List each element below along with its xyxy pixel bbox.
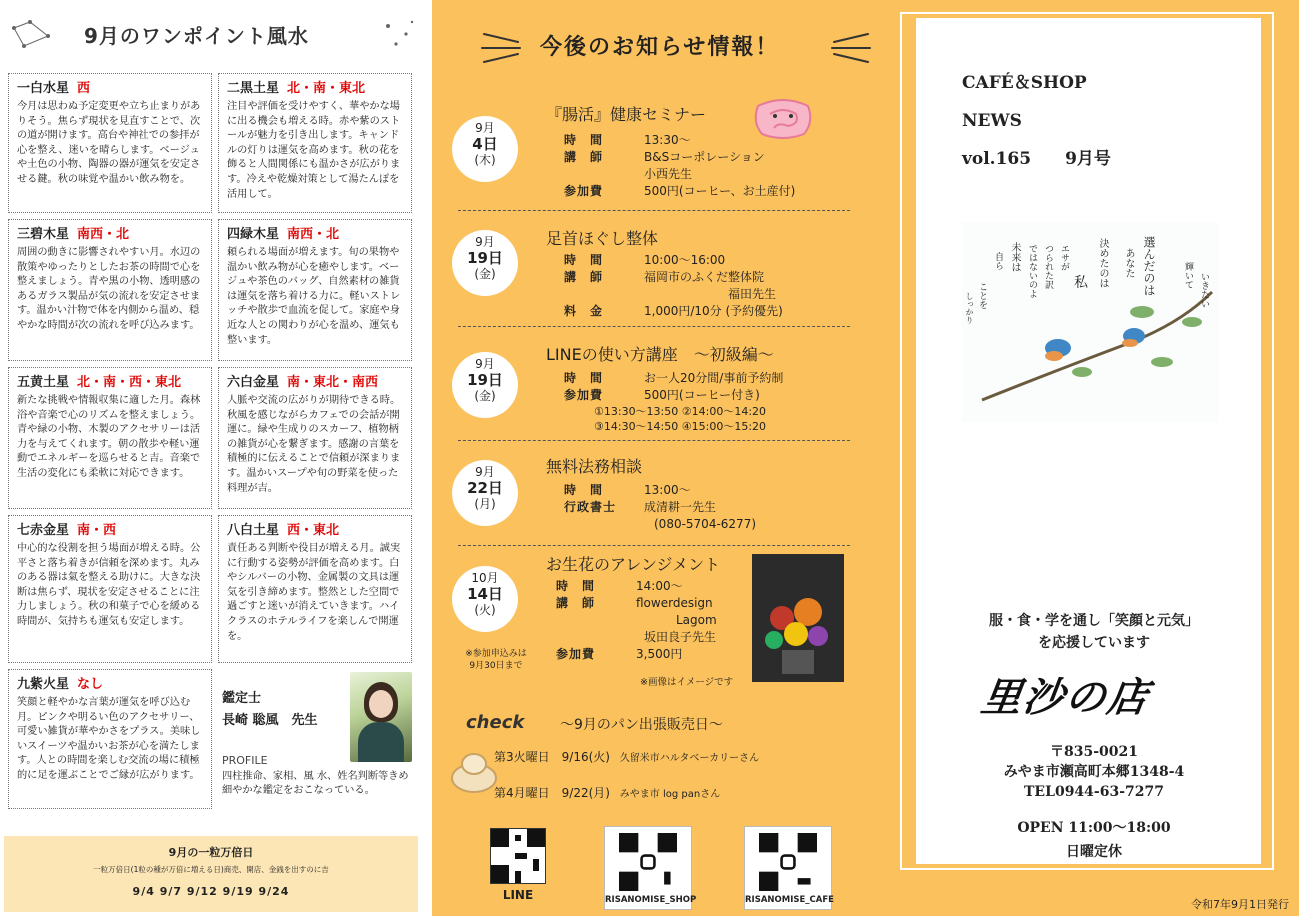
slogan: 服・食・学を通し「笑顔と元気」 を応援しています [989,613,1199,651]
qr-label: LINE [502,888,534,902]
star-name: 三碧木星 [17,227,70,242]
burst-left-icon [478,26,528,66]
issue-date: 令和7年9月1日発行 [1191,898,1289,911]
shop-logo: 里沙の店 [978,675,1153,721]
bakery-row-2: 第4月曜日 9/22(月) みやま市 log panさん [494,786,721,800]
star-text: 頼られる場面が増えます。旬の果物や温かい飲み物が心を癒やします。ベージュや茶色のバッグ、自然素材の雑貨は運気を落ち着ける力に。軽いストレッチや散歩で血流を促して。家庭や身近な人との関わりが心を温め、運気も整います。 [227,247,401,346]
illus-text: 未来は [1009,242,1020,272]
profile-label: PROFILE [222,754,268,767]
line-qr-code[interactable] [490,828,546,884]
event-date-3: 9月 19日 (金) [452,352,518,418]
event-date-2: 9月 19日 (金) [452,230,518,296]
star-box-sanpeki [8,219,212,361]
star-box-kyushi [8,669,212,809]
star-box-roppaku [218,367,412,509]
star-name: 二黒土星 [227,81,280,96]
constellation-icon [8,16,78,56]
star-direction: 北・南・東北 [287,81,366,96]
star-text: 中心的な役割を担う場面が増える時。公平さと落ち着きが信頼を深めます。丸みのある器は氣を整える助けに。大きな決断は焦らず、現状を安定させることに注力しましょう。秋の和菓子で心を緩める時間が、気持ちも運気も安定します。 [17,543,201,627]
star-box-jikoku [218,73,412,213]
illus-text: ではないのよ [1027,244,1037,298]
illus-text: ことを [977,282,987,309]
event-title: 無料法務相談 [546,457,643,476]
event-title: 足首ほぐし整体 [546,229,659,248]
kanteishi-name: 長崎 聡風 先生 [222,713,318,728]
kingfisher-illustration [962,222,1218,422]
burst-right-icon [824,26,874,66]
divider [458,440,850,441]
qr-label: RISANOMISE_SHOP [605,895,697,905]
star-direction: 西・東北 [287,523,340,538]
event-date-4: 9月 22日 (月) [452,460,518,526]
event-date-1: 9月 4日 (木) [452,116,518,182]
kanteishi-block [222,688,318,732]
star-direction: 西 [77,81,91,96]
star-text: 周囲の動きに影響されやすい月。水辺の散策やゆったりとしたお茶の時間で心を整えましょう。青や黒の小物、透明感のあるガラス製品が気の流れを安定させます。温かい汁物で体を内側から温め、穏やかな時間が次の流れを呼び込みます。 [17,247,201,331]
illus-text: 選んだのは [1142,236,1156,296]
star-box-ippaku [8,73,212,213]
check-title: ～9月のパン出張販売日～ [560,717,723,733]
star-name: 一白水星 [17,81,70,96]
star-direction: 南・西 [77,523,117,538]
star-box-shiroku [218,219,412,361]
illus-text: 自ら [993,252,1003,270]
ichiryu-box [4,836,418,912]
check-label: check [466,712,525,733]
star-name: 六白金星 [227,375,280,390]
event-title: LINEの使い方講座 ～初級編～ [546,345,774,364]
bakery-row-1: 第3火曜日 9/16(火) 久留米市ハルタベーカリーさん [494,750,760,764]
star-direction: 南西・北 [287,227,340,242]
kanteishi-photo [350,672,412,762]
sparkle-icon [378,18,418,52]
star-direction: 北・南・西・東北 [77,375,182,390]
event-details: 時 間 お一人20分間/事前予約制 参加費 500円(コーヒー付き) ①13:30～13:50 ②14:00～14:20 ③14:30～14:50 ④15:00～15:20 [564,371,784,433]
event-signup-note: ※参加申込みは 9月30日まで [465,649,527,671]
event-details: 時 間 13:30～ 講 師 B&Sコーポレーション 小西先生 参加費 500円(コーヒー、お土産付) [564,133,796,198]
event-date-5: 10月 14日 (火) [452,566,518,632]
event-title: お生花のアレンジメント [546,555,721,574]
star-box-happaku [218,515,412,663]
event-details: 時 間 14:00～ 講 師 flowerdesign Lagom 坂田良子先生 参加費 3,500円 [556,579,717,661]
star-box-shichiseki [8,515,212,663]
shop-hours: OPEN 11:00～18:00 日曜定休 [1017,820,1171,860]
star-name: 九紫火星 [17,677,70,692]
heading-line-1: CAFÉ＆SHOP [962,73,1087,93]
divider [458,326,850,327]
star-text: 笑顔と軽やかな言葉が運気を呼び込む月。ピンクや明るい色のアクセサリー、可愛い雑貨が華やかさをプラス。美味しいスイーツや温かいお茶が心を満たします。人との時間を楽しむ交流の場に積極的に足を運ぶことでご縁が広がります。 [17,697,201,781]
kanteishi-label: 鑑定士 [222,691,262,706]
news-title: 今後のお知らせ情報！ [540,35,780,60]
illus-text: エサが [1059,244,1069,271]
star-text: 責任ある判断や役目が増える月。誠実に行動する姿勢が評価を高めます。白やシルバーの小物、金属製の文具は運気を引き締めます。整然とした空間で過ごすと迷いが消えていきます。ハイクラスのホテルライフを楽しんで開運を。 [227,543,401,642]
star-direction: なし [77,677,104,692]
star-text: 注目や評価を受けやすく、華やかな場に出る機会も増える時。赤や紫のストールが魅力を引き出します。キャンドルの灯りは運気を高めます。秋の花を飾ると人間関係にも温かさが広がります。冷えや乾燥対策として湯たんぽを活用して。 [227,101,401,200]
ichiryu-dates: 9/4 9/7 9/12 9/19 9/24 [132,885,290,898]
cafe-qr-code[interactable] [744,826,832,910]
shop-qr-code[interactable] [604,826,697,910]
heading-line-2: NEWS [962,111,1022,131]
star-name: 五黄土星 [17,375,70,390]
star-name: 七赤金星 [17,523,70,538]
fengshui-title: 9月のワンポイント風水 [84,24,309,48]
bread-icon [448,742,500,798]
star-name: 八白土星 [227,523,280,538]
illus-text: いきたい [1199,272,1209,308]
star-box-goou [8,367,212,509]
illus-text: 輝いて [1183,262,1193,289]
divider [458,210,850,211]
divider [458,545,850,546]
newsletter-heading [962,64,1111,178]
heading-line-3: vol.165 9月号 [962,149,1111,169]
illus-text: 私 [1074,275,1088,291]
profile-text: 四柱推命、家相、風 水、姓名判断等きめ細やかな鑑定をおこなっている。 [222,771,409,796]
star-text: 人脈や交流の広がりが期待できる時。秋風を感じながらカフェでの会話が開運に。緑や生成りのスカーフ、植物柄の雑貨が心を繋ぎます。感謝の言葉を積極的に伝えることで信頼が深まります。温かいスープや旬の野菜を使った料理が吉。 [227,395,401,494]
illus-text: あなた [1123,248,1134,278]
illus-text: つられた訳 [1043,244,1053,289]
star-direction: 南・東北・南西 [287,375,379,390]
star-text: 今月は思わぬ予定変更や立ち止まりがありそう。焦らず現状を見直すことで、次の道が開けます。高台や神社での参拝が心を整え、迷いを晴らします。ベージュや土色の小物、陶器の器が運気を安定させる鍵。秋の味覚や温かい飲み物を。 [17,101,201,185]
ichiryu-sub: 一粒万倍日(1粒の種が万倍に増える日)商売、開店、金銭を出すのに吉 [93,865,329,874]
event-details: 時 間 10:00～16:00 講 師 福岡市のふくだ整体院 福田先生 料 金 1,000円/10分 (予約優先) [564,253,783,318]
image-note: ※画像はイメージです [640,677,734,688]
shop-address: 〒835-0021 みやま市瀬高町本郷1348-4 TEL0944-63-7277 [1003,744,1185,800]
illus-text: しっかり [965,292,974,324]
star-name: 四緑木星 [227,227,280,242]
star-direction: 南西・北 [77,227,130,242]
event-title: 『腸活』健康セミナー [546,105,707,124]
star-text: 新たな挑戦や情報収集に適した月。森林浴や音楽で心のリズムを整えましょう。青や緑の小物、木製のアクセサリーは活力を与えてくれます。朝の散歩や軽い運動でエネルギーを巡らせると吉。音楽で生活の変化にも柔軟に対応できます。 [17,395,201,479]
event-details: 時 間 13:00～ 行政書士 成清耕一先生 (080-5704-6277) [564,483,757,531]
qr-label: RISANOMISE_CAFE [745,895,834,905]
flower-arrangement-image [752,554,844,682]
illus-text: 決めたのは [1097,238,1108,288]
ichiryu-title: 9月の一粒万倍日 [168,846,254,859]
